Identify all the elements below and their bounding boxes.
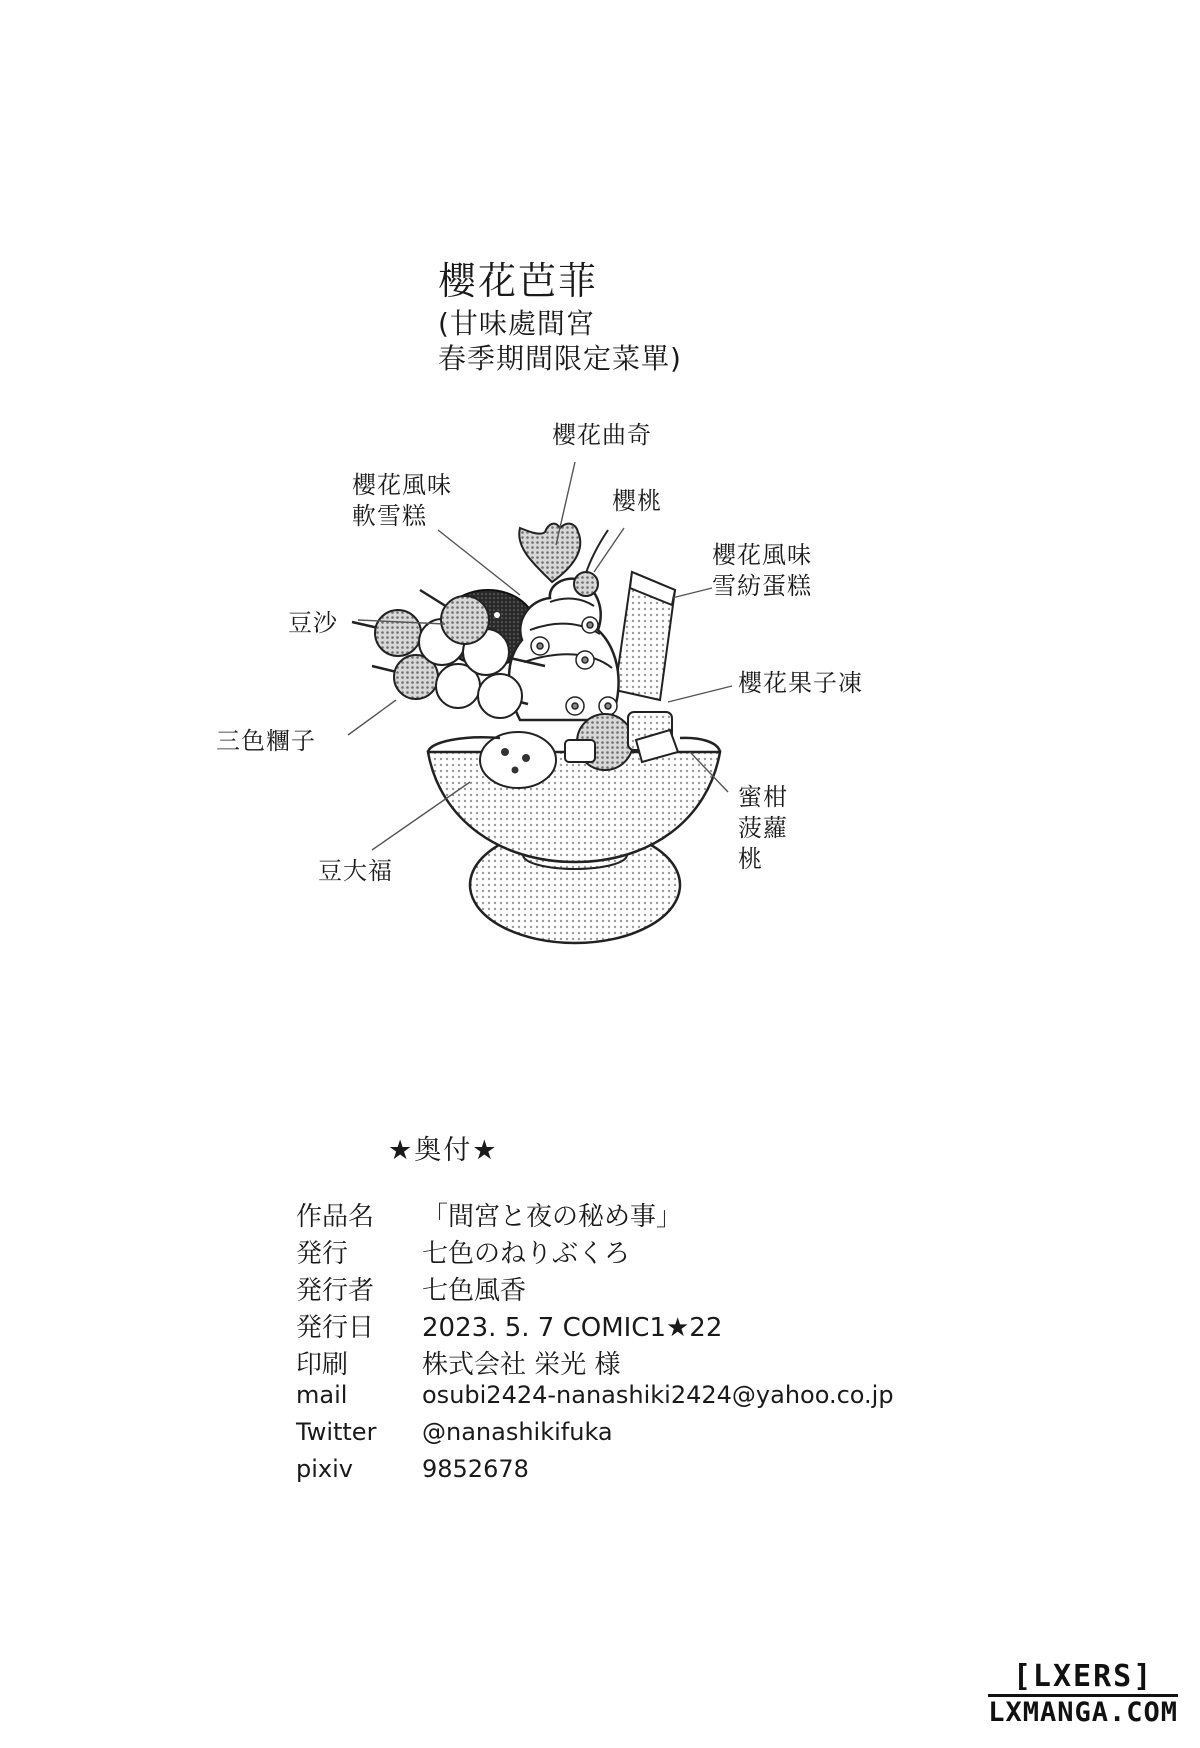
label-sakura-chiffon-line-1: 櫻花風味 — [712, 541, 812, 569]
label-sakura-cookie: 櫻花曲奇 — [552, 421, 652, 449]
colophon-key: mail — [296, 1381, 348, 1409]
chiffon-cake-slice — [615, 572, 675, 700]
colophon-row-date — [296, 1307, 894, 1344]
colophon-row-printer — [296, 1344, 894, 1381]
colophon-row-twitter — [296, 1418, 894, 1455]
colophon-key: Twitter — [296, 1418, 377, 1446]
colophon-value: 七色のねりぶくろ — [422, 1239, 631, 1269]
mame-daifuku — [480, 732, 556, 788]
watermark-top: [LXERS] — [988, 1659, 1178, 1697]
colophon-row-issuer — [296, 1270, 894, 1307]
label-mame-daifuku: 豆大福 — [318, 857, 393, 885]
colophon-key: 発行日 — [296, 1313, 375, 1343]
menu-subtitle-line-2: 春季期間限定菜單) — [438, 341, 682, 375]
colophon-value: 2023. 5. 7 COMIC1★22 — [422, 1313, 723, 1343]
label-fruit — [738, 782, 788, 876]
colophon-value: 「間宮と夜の秘め事」 — [422, 1202, 683, 1232]
label-sakura-soft-serve-line-1: 櫻花風味 — [352, 471, 452, 499]
colophon-value: 株式会社 栄光 様 — [422, 1350, 621, 1380]
colophon-value: 七色風香 — [422, 1276, 527, 1306]
colophon-key: 発行者 — [296, 1276, 375, 1306]
glass-cup — [428, 752, 720, 862]
label-sakura-jelly: 櫻花果子凍 — [738, 669, 863, 697]
colophon-pixiv-id: 9852678 — [422, 1455, 529, 1483]
colophon-heading: ★奥付★ — [388, 1135, 499, 1166]
label-cherry: 櫻桃 — [612, 487, 662, 515]
label-sakura-chiffon — [712, 540, 812, 602]
colophon-table — [296, 1196, 894, 1492]
label-red-bean: 豆沙 — [288, 609, 338, 637]
label-dango: 三色糰子 — [216, 727, 316, 755]
colophon-key: pixiv — [296, 1455, 353, 1483]
menu-subtitle-line-1: (甘味處間宮 — [438, 306, 595, 340]
colophon-key: 発行 — [296, 1239, 349, 1269]
label-fruit-line-3: 桃 — [738, 845, 763, 874]
colophon-row-publisher — [296, 1233, 894, 1270]
colophon-twitter-handle: @nanashikifuka — [422, 1418, 613, 1446]
label-sakura-chiffon-line-2: 雪紡蛋糕 — [712, 572, 812, 601]
colophon-key: 印刷 — [296, 1350, 349, 1380]
colophon-row-pixiv — [296, 1455, 894, 1492]
watermark-bottom: LXMANGA.COM — [988, 1697, 1178, 1728]
label-sakura-soft-serve-line-2: 軟雪糕 — [352, 502, 427, 531]
label-fruit-line-2: 菠蘿 — [738, 814, 788, 843]
colophon-row-mail — [296, 1381, 894, 1418]
label-sakura-soft-serve — [352, 470, 452, 532]
site-watermark — [988, 1659, 1178, 1728]
colophon-key: 作品名 — [296, 1202, 375, 1232]
label-fruit-line-1: 蜜柑 — [738, 783, 788, 811]
colophon-email: osubi2424-nanashiki2424@yahoo.co.jp — [422, 1381, 894, 1409]
sakura-cookie — [519, 524, 580, 582]
colophon-row-title — [296, 1196, 894, 1233]
menu-title: 櫻花芭菲 — [438, 259, 599, 303]
